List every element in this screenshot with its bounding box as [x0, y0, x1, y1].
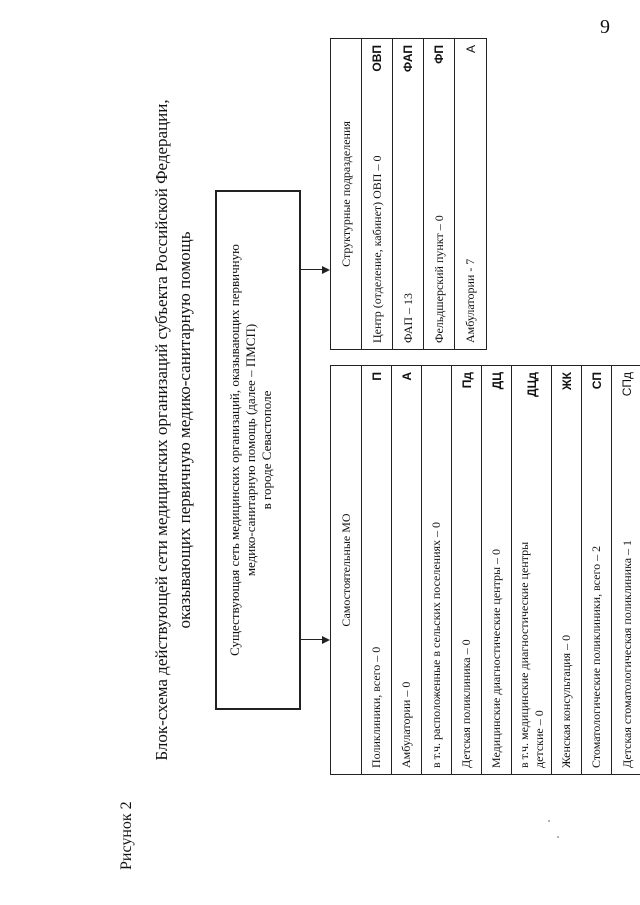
list-item — [424, 39, 455, 349]
rotated-figure — [20, 10, 634, 890]
network-box-line-1: Существующая сеть медицинских организаций, оказывающих первичную — [227, 244, 242, 656]
row-code: ФАП — [401, 45, 415, 73]
row-code: ДЦ — [489, 372, 504, 390]
row-text: Детская поликлиника – 0 — [459, 639, 473, 768]
list-item — [552, 366, 582, 774]
row-text: Детская стоматологическая поликлиника – 1 — [619, 539, 634, 768]
row-code: СПд — [620, 372, 634, 397]
row-text: Фельдшерский пункт – 0 — [431, 215, 446, 343]
row-code: А — [463, 45, 478, 54]
row-text: Медицинские диагностические центры – 0 — [489, 548, 503, 768]
row-text: ФАП – 13 — [400, 292, 415, 343]
list-item — [452, 366, 482, 774]
row-text: Центр (отделение, кабинет) ОВП – 0 — [369, 155, 384, 343]
row-code: А — [399, 372, 414, 381]
standalone-mo-column — [330, 365, 640, 775]
list-item — [362, 366, 392, 774]
row-text: Амбулатории – 0 — [399, 681, 413, 768]
scan-speck — [557, 836, 559, 838]
connector-left — [301, 639, 323, 640]
row-code: ФП — [432, 45, 446, 64]
standalone-mo-header: Самостоятельные МО — [331, 366, 362, 774]
title-line-1: Блок-схема действующей сети медицинских организаций субъекта Российской Федерации, — [152, 99, 171, 761]
row-code: ОВП — [370, 45, 384, 72]
row-text: Поликлиники, всего – 0 — [369, 646, 383, 768]
row-code: ЖК — [559, 372, 574, 391]
row-text: Стоматологические поликлиники, всего – 2 — [589, 545, 603, 768]
list-item — [362, 39, 393, 349]
figure-title — [150, 50, 196, 810]
title-line-2: оказывающих первичную медико-санитарную помощь — [175, 231, 194, 629]
row-code: ДЦд — [524, 372, 539, 397]
list-item — [512, 366, 552, 774]
network-box — [215, 190, 301, 710]
row-text: Женская консультация – 0 — [559, 634, 573, 768]
arrow-left-icon — [322, 636, 330, 644]
page-number: 9 — [600, 16, 610, 38]
figure-label: Рисунок 2 — [118, 801, 135, 870]
list-item — [393, 39, 424, 349]
list-item — [455, 39, 486, 349]
structural-units-column — [330, 38, 487, 350]
list-item — [612, 366, 640, 774]
list-item — [392, 366, 422, 774]
row-code: СП — [589, 372, 604, 390]
list-item — [422, 366, 452, 774]
row-text: в т.ч. расположенные в сельских поселениях – 0 — [429, 521, 443, 768]
network-box-line-2: медико-санитарную помощь (далее – ПМСП) — [243, 323, 258, 577]
list-item — [582, 366, 612, 774]
list-item — [482, 366, 512, 774]
structural-units-header: Структурные подразделения — [331, 39, 362, 349]
scan-speck — [548, 820, 550, 822]
arrow-right-icon — [322, 266, 330, 274]
row-text: в т.ч. медицинские диагностические центры детские – 0 — [516, 541, 546, 768]
row-code: Пд — [459, 372, 474, 389]
row-code: П — [369, 372, 384, 381]
row-text: Амбулатории - 7 — [463, 258, 477, 343]
connector-right — [301, 269, 323, 270]
network-box-line-3: в городе Севастополе — [259, 390, 274, 510]
